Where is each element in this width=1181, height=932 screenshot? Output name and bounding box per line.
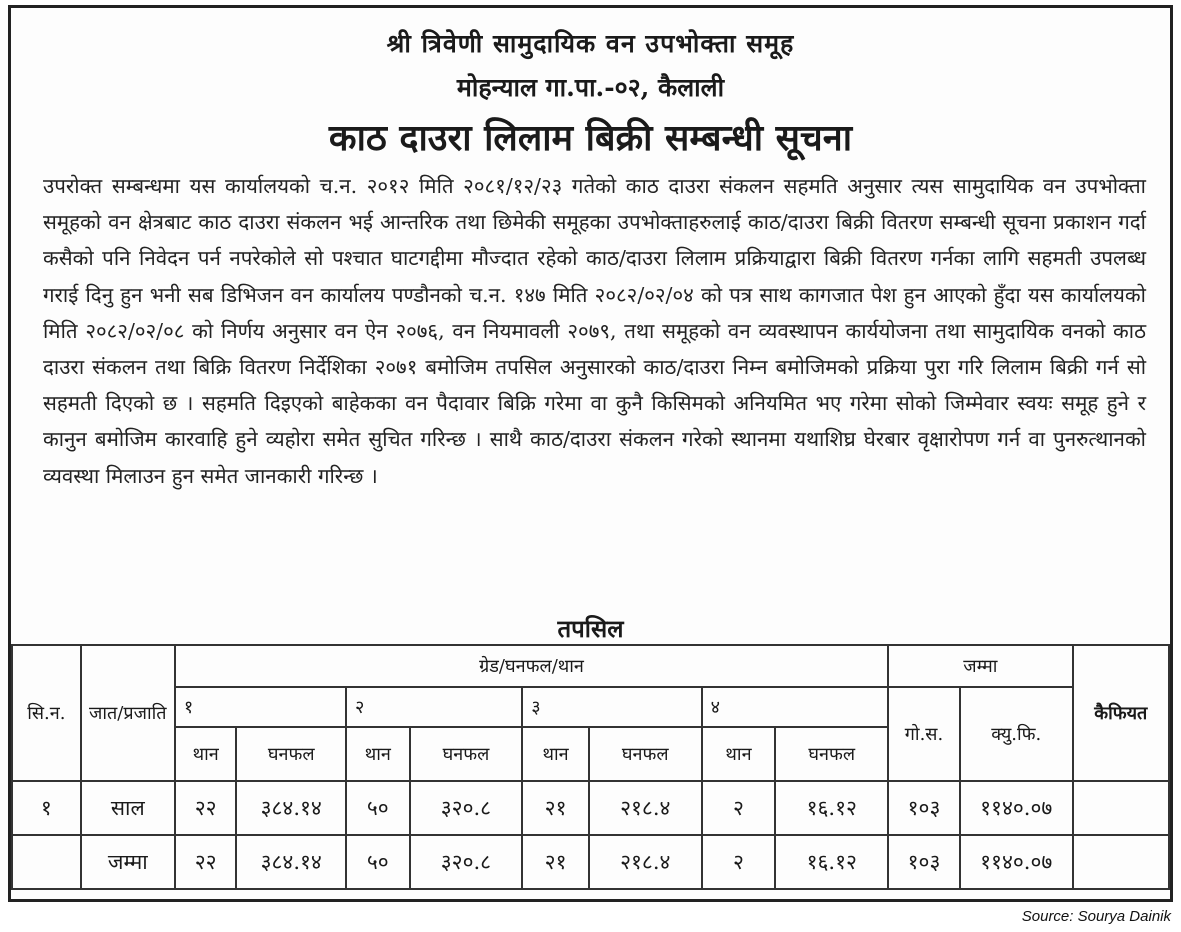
- totals-label: जम्मा: [81, 835, 175, 889]
- row-total-count: १०३: [888, 781, 960, 835]
- row-cell: २१८.४: [589, 781, 702, 835]
- header-class-3: ३: [522, 687, 701, 727]
- totals-row: [12, 835, 1169, 889]
- header-count: थान: [702, 727, 776, 781]
- notice-title: काठ दाउरा लिलाम बिक्री सम्बन्धी सूचना: [328, 117, 853, 159]
- totals-cell: २१: [522, 835, 589, 889]
- header-count: थान: [346, 727, 410, 781]
- header-total-volume: क्यु.फि.: [960, 687, 1073, 781]
- totals-cell: ५०: [346, 835, 410, 889]
- header-species: जात/प्रजाति: [81, 645, 175, 781]
- table-row: [12, 781, 1169, 835]
- row-sn: १: [12, 781, 81, 835]
- totals-cell: ३८४.१४: [236, 835, 346, 889]
- header-total: जम्मा: [888, 645, 1072, 687]
- schedule-title: तपसिल: [557, 614, 624, 643]
- schedule-table: [11, 644, 1170, 890]
- row-cell: ३८४.१४: [236, 781, 346, 835]
- row-cell: १६.१२: [775, 781, 888, 835]
- header-volume: घनफल: [410, 727, 523, 781]
- organization-name: श्री त्रिवेणी सामुदायिक वन उपभोक्ता समूह: [386, 29, 795, 58]
- totals-volume: ११४०.०७: [960, 835, 1073, 889]
- header-class-1: १: [175, 687, 346, 727]
- row-cell: ३२०.८: [410, 781, 523, 835]
- organization-address: मोहन्याल गा.पा.-०२, कैलाली: [456, 73, 725, 102]
- row-cell: ५०: [346, 781, 410, 835]
- row-remarks: [1073, 781, 1169, 835]
- header-class-4: ४: [702, 687, 889, 727]
- totals-cell: २१८.४: [589, 835, 702, 889]
- header-remarks: कैफियत: [1073, 645, 1169, 781]
- row-cell: २: [702, 781, 776, 835]
- header-sn: सि.न.: [12, 645, 81, 781]
- totals-sn: [12, 835, 81, 889]
- row-cell: २१: [522, 781, 589, 835]
- source-credit: Source: Sourya Dainik: [1021, 908, 1171, 925]
- totals-cell: ३२०.८: [410, 835, 523, 889]
- header-volume: घनफल: [775, 727, 888, 781]
- notice-frame: [8, 5, 1173, 902]
- totals-count: १०३: [888, 835, 960, 889]
- header-volume: घनफल: [236, 727, 346, 781]
- row-cell: २२: [175, 781, 236, 835]
- header-class-group: ग्रेड/घनफल/थान: [175, 645, 888, 687]
- header-count: थान: [175, 727, 236, 781]
- header-total-count: गो.स.: [888, 687, 960, 781]
- header-class-2: २: [346, 687, 522, 727]
- totals-cell: १६.१२: [775, 835, 888, 889]
- row-total-volume: ११४०.०७: [960, 781, 1073, 835]
- header-count: थान: [522, 727, 589, 781]
- notice-body: उपरोक्त सम्बन्धमा यस कार्यालयको च.न. २०१२ मिति २०८१/१२/२३ गतेको काठ दाउरा संकलन सहमति अनुसार त्यस सामुदायिक वन उपभोक्ता समूहको वन क्षेत्रबाट काठ दाउरा संकलन भई आन्तरिक तथा छिमेकी समूहका उपभोक्ताहरुलाई काठ/दाउरा बिक्री वितरण सम्बन्धी सूचना प्रकाशन गर्दा कसैको पनि निवेदन पर्न नपरेकोले सो पश्चात घाटगद्दीमा मौज्दात रहेको काठ/दाउरा लिलाम प्रक्रियाद्वारा बिक्री वितरण गर्नका लागि सहमती उपलब्ध गराई दिनु हुन भनी सब डिभिजन वन कार्यालय पण्डौनको च.न. १४७ मिति २०८२/०२/०४ को पत्र साथ कागजात पेश हुन आएको हुँदा यस कार्यालयको मिति २०८२/०२/०८ को निर्णय अनुसार वन ऐन २०७६, वन नियमावली २०७९, तथा समूहको वन व्यवस्थापन कार्ययोजना तथा सामुदायिक वनको काठ दाउरा संकलन तथा बिक्रि वितरण निर्देशिका २०७१ बमोजिम तपसिल अनुसारको काठ/दाउरा निम्न बमोजिमको प्रक्रिया पुरा गरि लिलाम बिक्री गर्न सो सहमती दिएको छ । सहमति दिइएको बाहेकका वन पैदावार बिक्रि गरेमा वा कुनै किसिमको अनियमित भए गरेमा सोको जिम्मेवार स्वयः समूह हुने र कानुन बमोजिम कारवाहि हुने व्यहोरा समेत सुचित गरिन्छ । साथै काठ/दाउरा संकलन गरेको स्थानमा यथाशिघ्र घेरबार वृक्षारोपण गर्न वा पुनरुत्थानको व्यवस्था मिलाउन हुन समेत जानकारी गरिन्छ ।: [43, 174, 1146, 488]
- row-species: साल: [81, 781, 175, 835]
- totals-cell: २: [702, 835, 776, 889]
- totals-cell: २२: [175, 835, 236, 889]
- totals-remarks: [1073, 835, 1169, 889]
- header-volume: घनफल: [589, 727, 702, 781]
